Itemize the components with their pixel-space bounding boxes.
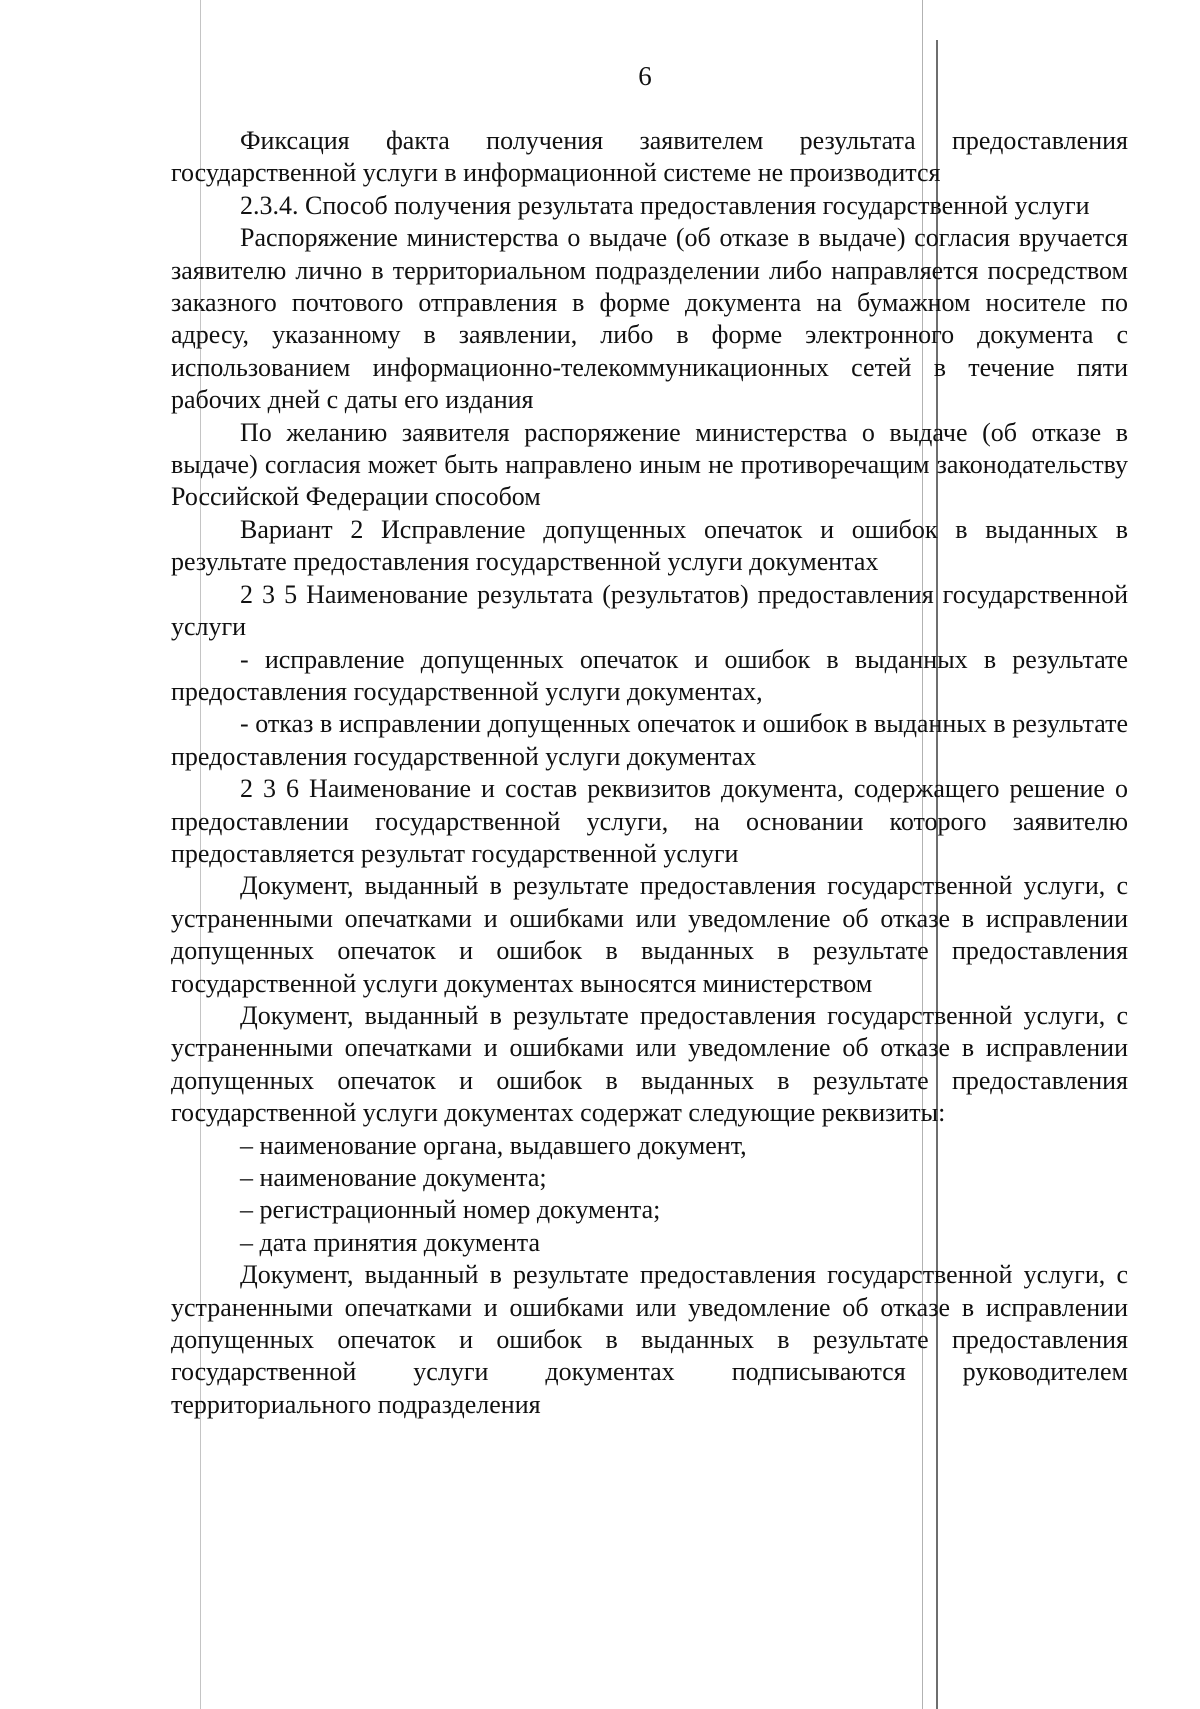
paragraph: Распоряжение министерства о выдаче (об отказе в выдаче) согласия вручается заявителю лично в территориальном подразделении либо направляется посредством заказного почтового отправления в форме документа на бумажном носителе по адресу, указанному в заявлении, либо в форме электронного документа с использованием информационно-телекоммуникационных сетей в течение пяти рабочих дней с даты его издания: [171, 223, 1128, 415]
paragraph: Фиксация факта получения заявителем результата предоставления государственной услуги в информационной системе не производится: [171, 126, 1128, 188]
list-item: – регистрационный номер документа;: [240, 1195, 661, 1225]
paragraph: Документ, выданный в результате предоставления государственной услуги, с устраненными опечатками и ошибками или уведомление об отказе в исправлении допущенных опечаток и ошибок в выданных в результате предоставления государственной услуги документах выносятся министерством: [171, 871, 1128, 998]
variant-heading: Вариант 2 Исправление допущенных опечаток и ошибок в выданных в результате предоставления государственной услуги документах: [171, 514, 1128, 577]
list-item: – дата принятия документа: [240, 1227, 541, 1257]
page-number: 6: [638, 61, 652, 91]
section-heading: 2.3.4. Способ получения результата предоставления государственной услуги: [240, 190, 1090, 220]
list-item: - отказ в исправлении допущенных опечаток и ошибок в выданных в результате предоставления государственной услуги документах: [171, 709, 1128, 771]
document-body: [171, 125, 1128, 1421]
paragraph: Документ, выданный в результате предоставления государственной услуги, с устраненными опечатками и ошибками или уведомление об отказе в исправлении допущенных опечаток и ошибок в выданных в результате предоставления государственной услуги документах содержат следующие реквизиты:: [171, 1000, 1128, 1128]
section-heading: 2 3 5 Наименование результата (результатов) предоставления государственной услуги: [171, 579, 1128, 642]
list-item: – наименование органа, выдавшего документ,: [240, 1130, 747, 1160]
list-item: - исправление допущенных опечаток и ошибок в выданных в результате предоставления государственной услуги документах,: [171, 644, 1128, 706]
list-item: – наименование документа;: [240, 1163, 547, 1192]
paragraph: По желанию заявителя распоряжение министерства о выдаче (об отказе в выдаче) согласия может быть направлено иным не противоречащим законодательству Российской Федерации способом: [171, 417, 1128, 512]
paragraph: Документ, выданный в результате предоставления государственной услуги, с устраненными опечатками и ошибками или уведомление об отказе в исправлении допущенных опечаток и ошибок в выданных в результате предоставления государственной услуги документах подписываются руководителем территориального подразделения: [171, 1260, 1128, 1419]
section-heading: 2 3 6 Наименование и состав реквизитов документа, содержащего решение о предоставлении государственной услуги, на основании которого заявителю предоставляется результат государственной услуги: [171, 774, 1128, 868]
